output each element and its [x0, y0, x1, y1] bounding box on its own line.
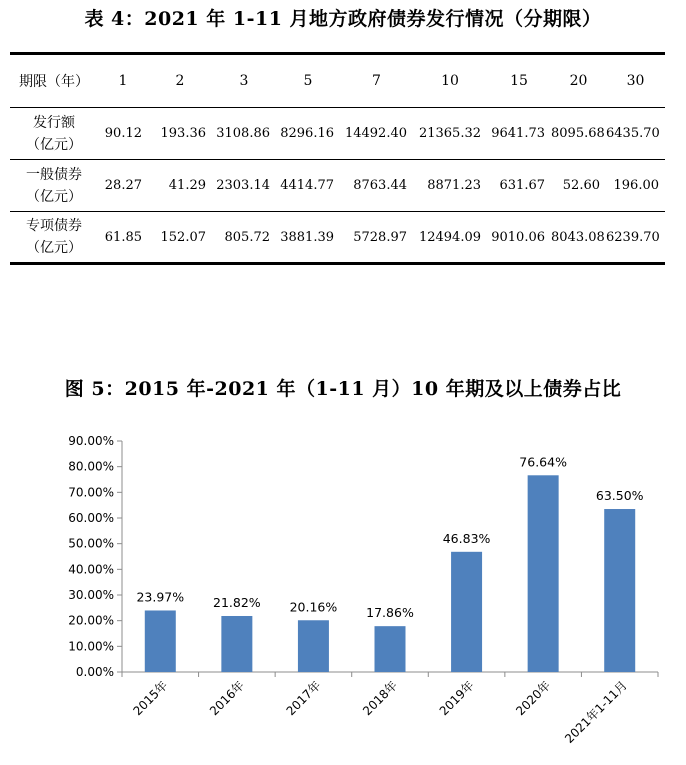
- data-label: 21.82%: [213, 594, 261, 610]
- row-label-name: 发行额: [33, 114, 75, 131]
- data-label: 17.86%: [366, 605, 414, 621]
- y-tick-label: 80.00%: [68, 459, 114, 474]
- x-tick-label: 2015年: [130, 678, 171, 719]
- x-tick-label: 2019年: [436, 678, 477, 719]
- x-tick-label: 2017年: [283, 678, 324, 719]
- bar-chart: [0, 420, 686, 765]
- x-tick-label: 2021年1-11月: [562, 678, 630, 746]
- table-cell: 52.60: [551, 160, 606, 212]
- y-tick-label: 70.00%: [68, 485, 114, 500]
- y-tick-label: 50.00%: [68, 536, 114, 551]
- table-row: [10, 108, 665, 160]
- term-header: 10: [413, 54, 487, 108]
- y-tick-label: 30.00%: [68, 588, 114, 602]
- table-cell: 8763.44: [340, 160, 413, 212]
- y-tick-label: 0.00%: [75, 665, 114, 679]
- data-label: 46.83%: [442, 530, 491, 546]
- y-tick-label: 20.00%: [68, 613, 114, 628]
- x-tick-label: 2018年: [360, 678, 401, 719]
- table-cell: 3108.86: [216, 126, 270, 141]
- term-header: 5: [276, 54, 340, 108]
- table-cell: 6435.70: [606, 126, 660, 141]
- table-cell: 805.72: [212, 212, 276, 264]
- y-tick-label: 60.00%: [68, 511, 114, 525]
- row-label: [10, 108, 98, 160]
- bar: [528, 475, 559, 672]
- table-header-row: [10, 54, 665, 108]
- bar: [375, 626, 406, 672]
- table-cell: 8095.68: [551, 126, 605, 141]
- table-cell: 28.27: [98, 160, 148, 212]
- table-cell: 9010.06: [487, 212, 551, 264]
- chart-title: 图 5：2015 年-2021 年（1-11 月）10 年期及以上债券占比: [64, 378, 622, 400]
- data-label: 76.64%: [519, 454, 567, 470]
- term-header: 30: [606, 54, 665, 108]
- term-header: 2: [148, 54, 212, 108]
- row-label: [10, 212, 98, 264]
- table-cell: 193.36: [160, 126, 206, 141]
- row-label-name: 一般债券: [26, 166, 82, 183]
- bar: [221, 616, 252, 672]
- table-row: [10, 212, 665, 264]
- row-label-unit: （亿元）: [26, 240, 82, 256]
- row-label-unit: （亿元）: [26, 188, 82, 205]
- row-label-unit: （亿元）: [26, 136, 82, 153]
- issuance-table: [10, 52, 665, 265]
- data-label: 20.16%: [289, 599, 338, 615]
- table-cell: 90.12: [104, 126, 142, 141]
- bar: [145, 610, 176, 672]
- x-tick-label: 2020年: [513, 678, 554, 719]
- table-cell: 3881.39: [276, 212, 340, 264]
- y-tick-label: 90.00%: [68, 434, 114, 448]
- header-label: 期限（年）: [10, 54, 98, 108]
- table-cell: 9641.73: [491, 126, 545, 141]
- table-title: 表 4：2021 年 1-11 月地方政府债券发行情况（分期限）: [84, 8, 602, 30]
- table-cell: 21365.32: [418, 126, 481, 141]
- table-cell: 4414.77: [276, 160, 340, 212]
- table-cell: 61.85: [98, 212, 148, 264]
- term-header: 7: [340, 54, 413, 108]
- table-cell: 6239.70: [606, 212, 665, 264]
- table-cell: 2303.14: [212, 160, 276, 212]
- row-label-name: 专项债券: [26, 218, 82, 234]
- table-cell: 8043.08: [551, 212, 606, 264]
- table-cell: 8871.23: [413, 160, 487, 212]
- term-header: 3: [212, 54, 276, 108]
- x-tick-label: 2016年: [206, 678, 247, 719]
- table-cell: 14492.40: [344, 126, 407, 141]
- y-tick-label: 40.00%: [68, 562, 114, 577]
- table-cell: 12494.09: [413, 212, 487, 264]
- data-label: 23.97%: [136, 589, 185, 605]
- term-header: 1: [98, 54, 148, 108]
- table-cell: 152.07: [148, 212, 212, 264]
- table-row: [10, 160, 665, 212]
- y-tick-label: 10.00%: [68, 639, 114, 654]
- term-header: 15: [487, 54, 551, 108]
- term-header: 20: [551, 54, 606, 108]
- data-label: 63.50%: [595, 488, 644, 504]
- table-cell: 5728.97: [340, 212, 413, 264]
- table-cell: 631.67: [487, 160, 551, 212]
- bar: [298, 620, 329, 672]
- row-label: [10, 160, 98, 212]
- table-cell: 41.29: [148, 160, 212, 212]
- bar: [451, 552, 482, 672]
- table-cell: 196.00: [606, 160, 665, 212]
- table-cell: 8296.16: [280, 126, 334, 141]
- bar: [604, 509, 635, 672]
